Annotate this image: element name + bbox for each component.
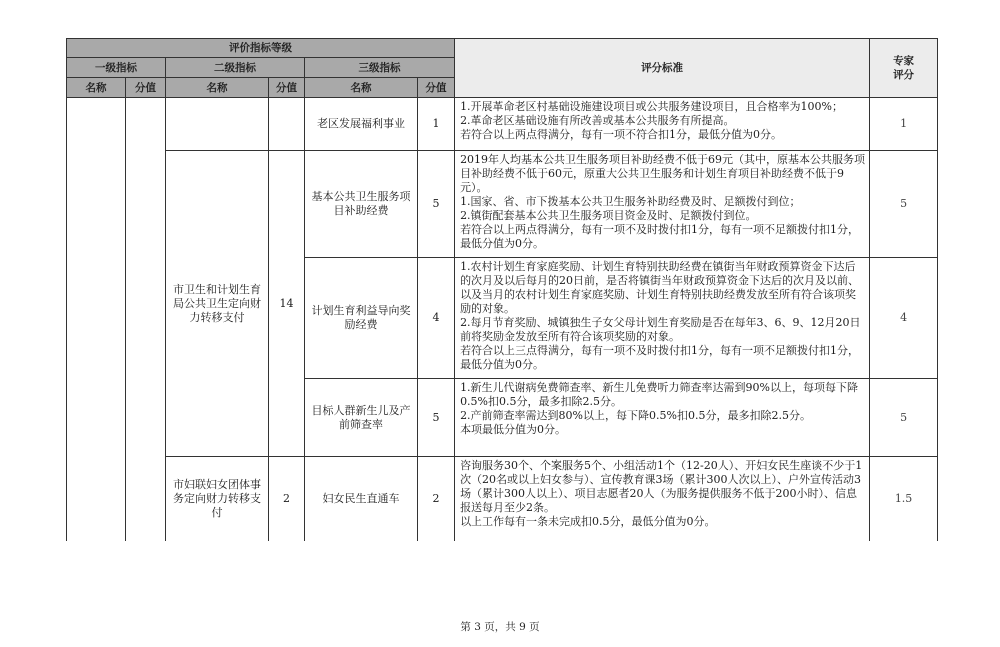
- criteria-line: 若符合以上三点得满分，每有一项不及时拨付扣1分，每有一项不足额拨付扣1分，最低分值为0分。: [460, 344, 860, 371]
- header-row-1: [67, 39, 938, 58]
- criteria-line: 以上工作每有一条未完成扣0.5分，最低分值为0分。: [460, 515, 716, 528]
- criteria-line: 若符合以上两点得满分，每有一项不符合扣1分，最低分值为0分。: [460, 128, 783, 141]
- level3-name: 基本公共卫生服务项目补助经费: [305, 151, 418, 258]
- level3-name: 目标人群新生儿及产前筛查率: [305, 379, 418, 457]
- criteria-line: 若符合以上两点得满分，每有一项不及时拨付扣1分，每有一项不足额拨付扣1分，最低分值为0分。: [460, 223, 860, 250]
- header-l1-name: 名称: [67, 78, 126, 98]
- level2-name-cell-empty: [166, 98, 269, 151]
- criteria-text: [455, 98, 870, 151]
- level1-points-cell: [126, 98, 166, 541]
- criteria-text: [455, 151, 870, 258]
- criteria-text: [455, 379, 870, 457]
- header-level-title: 评价指标等级: [67, 39, 455, 58]
- criteria-line: 2.产前筛查率需达到80%以上，每下降0.5%扣0.5分，最多扣除2.5分。: [460, 409, 811, 422]
- level3-name: 计划生育利益导向奖励经费: [305, 258, 418, 379]
- criteria-line: 2.镇街配套基本公共卫生服务项目资金及时、足额拨付到位。: [460, 209, 757, 222]
- criteria-text: [455, 457, 870, 541]
- criteria-line: 1.开展革命老区村基础设施建设项目或公共服务建设项目，且合格率为100%；: [460, 100, 844, 113]
- expert-score: 5: [870, 379, 938, 457]
- criteria-line: 咨询服务30个、个案服务5个、小组活动1个（12-20人）、开妇女民生座谈不少于1次（20名或以上妇女参与）、宣传教育课3场（累计300人次以上）、户外宣传活动3场（累计300人以上）、项目志愿者20人（为服务提供服务不低于200小时）、信息报送每月至少2条。: [460, 459, 863, 514]
- criteria-line: 1.新生儿代谢病免费筛查率、新生儿免费听力筛查率达需到90%以上，每项每下降0.5%扣0.5分，最多扣除2.5分。: [460, 381, 859, 408]
- level2-name: 市妇联妇女团体事务定向财力转移支付: [166, 457, 269, 541]
- level3-points: 5: [418, 151, 455, 258]
- table-row: [67, 98, 938, 151]
- criteria-text: [455, 258, 870, 379]
- header-level3: 三级指标: [305, 58, 455, 78]
- criteria-line: 2.每月节育奖励、城镇独生子女父母计划生育奖励是否在每年3、6、9、12月20日前将奖励金发放至所有符合该项奖励的对象。: [460, 316, 861, 343]
- header-l2-points: 分值: [269, 78, 305, 98]
- header-expert-score: [870, 39, 938, 98]
- header-expert-line1: 专家: [893, 55, 915, 67]
- criteria-line: 本项最低分值为0分。: [460, 423, 567, 436]
- criteria-line: 1.农村计划生育家庭奖励、计划生育特别扶助经费在镇街当年财政预算资金下达后的次月及以后每月的20日前，是否将镇街当年财政预算资金下达后的次月及以前、以及当月的农村计划生育家庭奖励、计划生育特别扶助经费发放至所有符合该项奖励的对象。: [460, 260, 860, 315]
- expert-score: 1.5: [870, 457, 938, 541]
- header-criteria: 评分标准: [455, 39, 870, 98]
- level2-points-cell-empty: [269, 98, 305, 151]
- table-row: [67, 151, 938, 258]
- level3-points: 1: [418, 98, 455, 151]
- expert-score: 5: [870, 151, 938, 258]
- header-l3-points: 分值: [418, 78, 455, 98]
- criteria-line: 1.国家、省、市下拨基本公共卫生服务补助经费及时、足额拨付到位；: [460, 195, 801, 208]
- header-l1-points: 分值: [126, 78, 166, 98]
- header-l3-name: 名称: [305, 78, 418, 98]
- level2-name: 市卫生和计划生育局公共卫生定向财力转移支付: [166, 151, 269, 457]
- level3-points: 4: [418, 258, 455, 379]
- level3-name: 老区发展福利事业: [305, 98, 418, 151]
- header-l2-name: 名称: [166, 78, 269, 98]
- criteria-line: 2.革命老区基础设施有所改善或基本公共服务有所提高。: [460, 114, 735, 127]
- table-row: [67, 457, 938, 541]
- evaluation-table: [66, 38, 938, 541]
- criteria-line: 2019年人均基本公共卫生服务项目补助经费不低于69元（其中，原基本公共服务项目补助经费不低于60元，原重大公共卫生服务和计划生育项目补助经费不低于9元）。: [460, 153, 866, 194]
- expert-score: 1: [870, 98, 938, 151]
- evaluation-table-sheet: [66, 38, 937, 543]
- header-expert-line2: 评分: [893, 69, 915, 81]
- level2-points: 2: [269, 457, 305, 541]
- level2-points: 14: [269, 151, 305, 457]
- page-footer: 第 3 页，共 9 页: [460, 621, 540, 633]
- level1-name-cell: [67, 98, 126, 541]
- header-level1: 一级指标: [67, 58, 166, 78]
- level3-points: 2: [418, 457, 455, 541]
- level3-name: 妇女民生直通车: [305, 457, 418, 541]
- expert-score: 4: [870, 258, 938, 379]
- header-level2: 二级指标: [166, 58, 305, 78]
- level3-points: 5: [418, 379, 455, 457]
